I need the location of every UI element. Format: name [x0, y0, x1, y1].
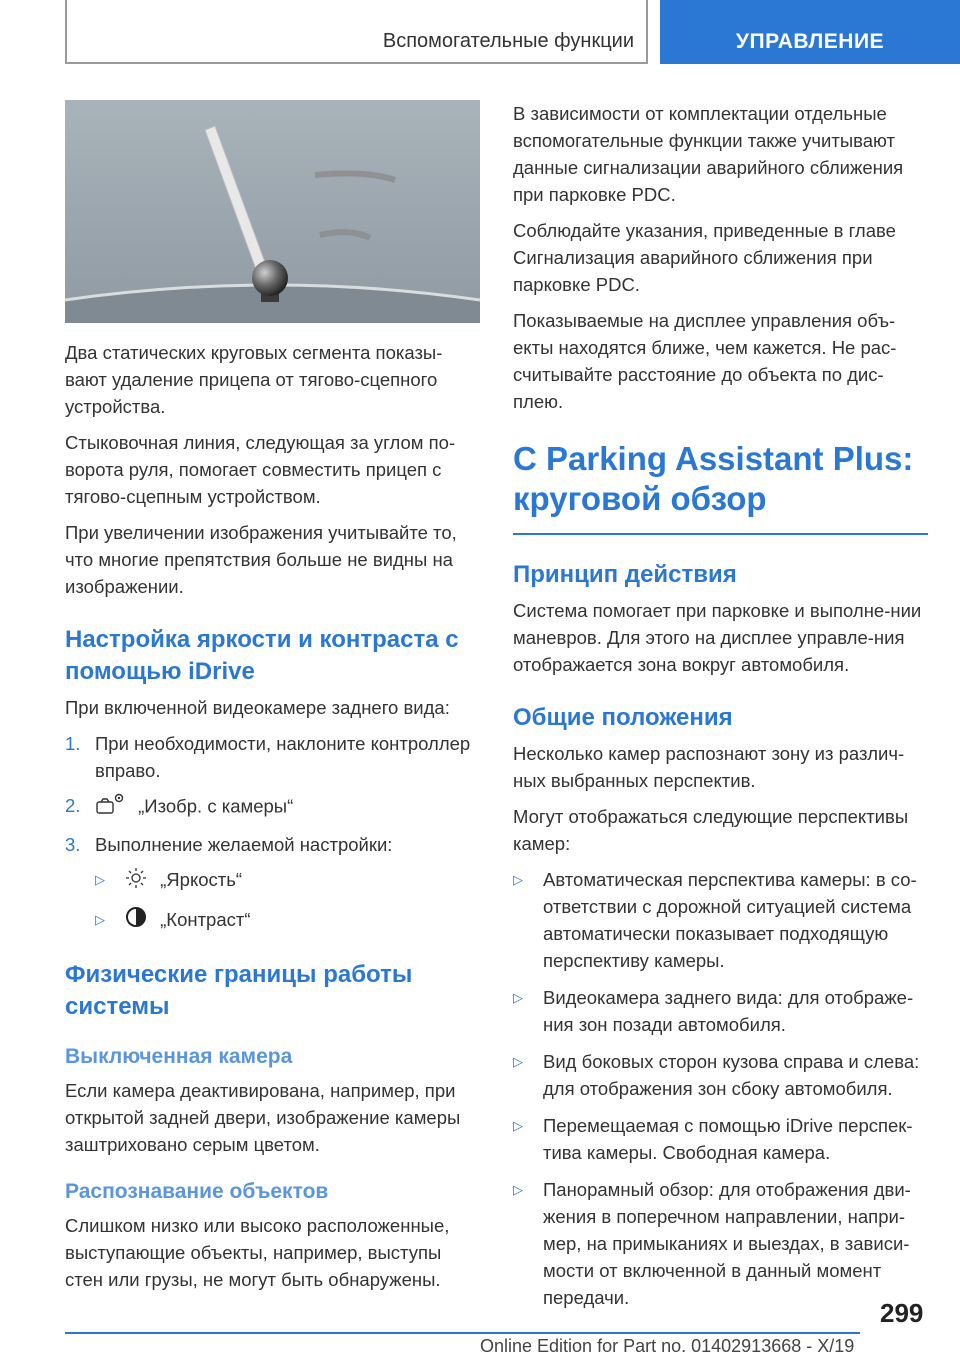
list-item — [513, 866, 928, 974]
contrast-icon — [125, 906, 147, 935]
sub-list-item — [65, 906, 480, 936]
paragraph: При включенной видеокамере заднего вида: — [65, 697, 450, 718]
left-column — [65, 100, 480, 1302]
paragraph: Система помогает при парковке и выполне-нии маневров. Для этого на дисплее управле-ния отображается зона вокруг автомобиля. — [513, 600, 922, 675]
heading-object-detection: Распознавание объектов — [65, 1180, 329, 1204]
paragraph: Соблюдайте указания, приведенные в главе Сигнализация аварийного сближения при парковке PDC. — [513, 220, 896, 295]
camera-image — [65, 100, 480, 323]
paragraph: Несколько камер распознают зону из различ-ных выбранных перспектив. — [513, 743, 905, 791]
page-number: 299 — [880, 1298, 924, 1328]
paragraph: Если камера деактивирована, например, при открытой задней двери, изображение камеры заштриховано серым цветом. — [65, 1080, 461, 1156]
list-item — [513, 984, 928, 1038]
list-item-text: Автоматическая перспектива камеры: в со-ответствии с дорожной ситуацией система автоматически показывает подходящую перспективу камеры. — [543, 869, 917, 971]
list-item-text: Перемещаемая с помощью iDrive перспек-тива камеры. Свободная камера. — [543, 1115, 913, 1163]
list-item-text: Видеокамера заднего вида: для отображе-ния зон позади автомобиля. — [543, 987, 914, 1035]
list-item-text: Панорамный обзор: для отображения дви-жения в поперечном направлении, напри-мер, на примыканиях и выездах, в зависи-мости от включенной в данный момент передачи. — [543, 1179, 911, 1308]
sub-list-item — [65, 866, 480, 896]
heading-parking-assistant: С Parking Assistant Plus: круговой обзор — [513, 439, 928, 535]
paragraph: Могут отображаться следующие перспективы камер: — [513, 806, 909, 854]
step-number: 3. — [65, 834, 81, 855]
heading-principle: Принцип действия — [513, 561, 737, 588]
list-item — [513, 1048, 928, 1102]
triangle-bullet-icon: ▷ — [513, 1118, 523, 1133]
step-number: 1. — [65, 733, 81, 754]
step-item — [65, 831, 480, 858]
step-text: При необходимости, наклоните контроллер вправо. — [95, 733, 471, 781]
paragraph: Показываемые на дисплее управления объ-екты находятся ближе, чем кажется. Не рас-считывайте расстояние до объекта по дис-плею. — [513, 310, 897, 412]
sub-item-text: „Яркость“ — [160, 869, 243, 890]
header-section — [65, 0, 648, 64]
step-text: „Изобр. с камеры“ — [138, 795, 294, 817]
right-column — [513, 100, 928, 1321]
step-item — [65, 792, 480, 823]
footer-edition: Online Edition for Part no. 01402913668 - X/19 — [480, 1336, 855, 1356]
heading-brightness-contrast: Настройка яркости и контраста с помощью iDrive — [65, 626, 459, 685]
header-chapter — [660, 0, 960, 64]
step-item — [65, 730, 480, 784]
paragraph: В зависимости от комплектации отдельные вспомогательные функции также учитывают данные сигнализации аварийного сближения при парковке PDC. — [513, 103, 904, 205]
step-number: 2. — [65, 795, 81, 816]
triangle-bullet-icon: ▷ — [513, 1182, 523, 1197]
triangle-bullet-icon: ▷ — [95, 872, 105, 887]
heading-system-limits: Физические границы работы системы — [65, 961, 413, 1021]
brightness-icon — [125, 867, 147, 896]
section-title: Вспомогательные функции — [382, 30, 634, 52]
chapter-title: УПРАВЛЕНИЕ — [735, 30, 885, 53]
triangle-bullet-icon: ▷ — [513, 1054, 523, 1069]
paragraph: Стыковочная линия, следующая за углом по-ворота руля, помогает совместить прицеп с тягово-сцепным устройством. — [65, 432, 456, 507]
list-item — [513, 1176, 928, 1311]
heading-camera-off: Выключенная камера — [65, 1045, 293, 1069]
list-item-text: Вид боковых сторон кузова справа и слева: для отображения зон сбоку автомобиля. — [543, 1051, 920, 1099]
paragraph: При увеличении изображения учитывайте то, что многие препятствия больше не видны на изображении. — [65, 522, 457, 597]
triangle-bullet-icon: ▷ — [513, 872, 523, 887]
list-item — [513, 1112, 928, 1166]
camera-settings-icon — [95, 792, 125, 823]
sub-item-text: „Контраст“ — [160, 908, 251, 930]
heading-general: Общие положения — [513, 704, 733, 731]
trailer-hitch-illustration — [65, 100, 480, 323]
triangle-bullet-icon: ▷ — [513, 990, 523, 1005]
paragraph: Слишком низко или высоко расположенные, выступающие объекты, например, выступы стен или грузы, не могут быть обнаружены. — [65, 1215, 450, 1291]
step-text: Выполнение желаемой настройки: — [95, 834, 393, 855]
paragraph: Два статических круговых сегмента показы-вают удаление прицепа от тягово-сцепного устройства. — [65, 342, 443, 417]
footer-divider — [65, 1332, 860, 1334]
triangle-bullet-icon: ▷ — [95, 911, 105, 927]
